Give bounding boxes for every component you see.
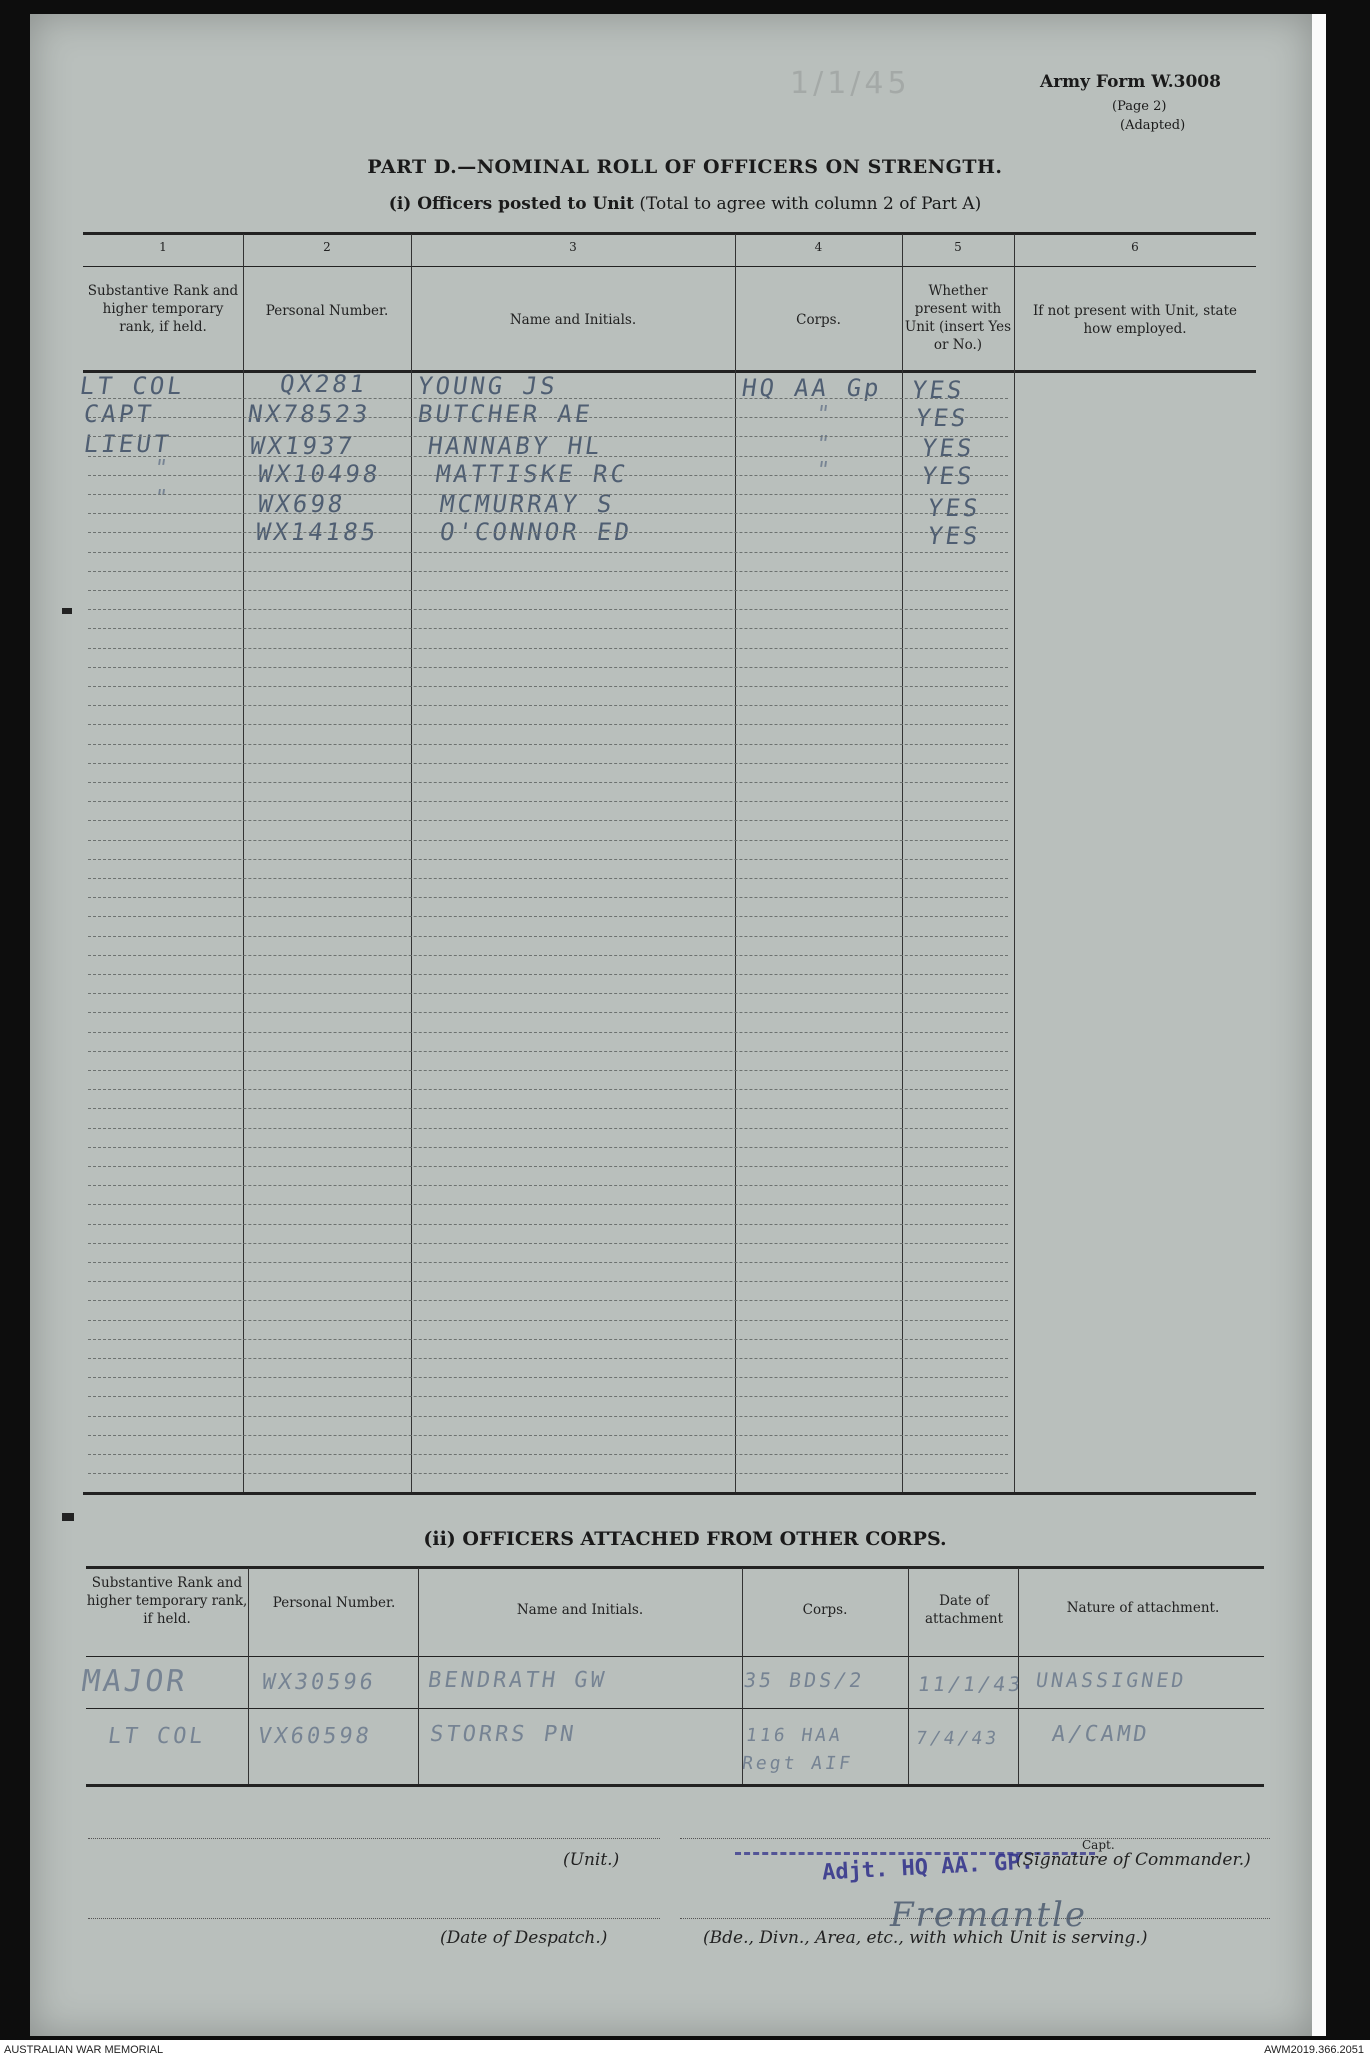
ii-row-1-corps: 35 BDS/2	[742, 1668, 867, 1692]
part-d-row-rule	[88, 1281, 1008, 1282]
part-d-subtitle	[0, 194, 1370, 214]
ii-row-1-name: BENDRATH GW	[426, 1668, 609, 1693]
ii-row-2-rank: LT COL	[106, 1724, 208, 1749]
row-2-number: NX78523	[246, 400, 373, 428]
ii-row-1-nature: UNASSIGNED	[1034, 1668, 1189, 1692]
header-personal-number: Personal Number.	[265, 303, 389, 319]
row-4-present: YES	[920, 462, 977, 490]
ii-row-1-date: 11/1/43	[916, 1672, 1025, 1696]
part-d-row-rule	[88, 609, 1008, 610]
part-d-row-rule	[88, 1416, 1008, 1417]
part-d-row-rule	[88, 724, 1008, 725]
unit-line	[88, 1838, 660, 1839]
column-number-6: 6	[1131, 240, 1139, 254]
part-d-row-rule	[88, 628, 1008, 629]
serving-label: (Bde., Divn., Area, etc., with which Unit is serving.)	[703, 1928, 1148, 1948]
part-d-row-rule	[88, 801, 1008, 802]
commander-line	[680, 1838, 1270, 1839]
row-3-present: YES	[920, 434, 977, 462]
row-2-rank: CAPT	[82, 400, 156, 428]
part-d-row-rule	[88, 1012, 1008, 1013]
part-d-row-rule	[88, 590, 1008, 591]
part-d-row-rule	[88, 1300, 1008, 1301]
row-5-rank: "	[152, 486, 173, 511]
part-d-row-rule	[88, 936, 1008, 937]
part-d-row-rule	[88, 820, 1008, 821]
row-4-name: MATTISKE RC	[434, 460, 630, 488]
part-d-row-rule	[88, 974, 1008, 975]
part-ii-column-divider	[742, 1568, 743, 1784]
part-d-row-rule	[88, 763, 1008, 764]
part-ii-row-rule	[86, 1708, 1264, 1709]
part-d-row-rule	[88, 993, 1008, 994]
subtitle-bold: (i) Officers posted to Unit	[388, 194, 634, 214]
part-d-row-rule	[88, 1358, 1008, 1359]
part-ii-column-divider	[908, 1568, 909, 1784]
part-ii-title: (ii) OFFICERS ATTACHED FROM OTHER CORPS.	[423, 1528, 947, 1550]
row-1-rank: LT COL	[78, 372, 187, 400]
part-d-row-rule	[88, 1320, 1008, 1321]
part-d-bottom-rule	[83, 1492, 1256, 1495]
row-6-number: WX14185	[254, 518, 381, 546]
part-d-row-rule	[88, 1166, 1008, 1167]
part-d-row-rule	[88, 1262, 1008, 1263]
part-d-row-rule	[88, 1377, 1008, 1378]
row-6-present: YES	[926, 522, 983, 550]
column-number-1: 1	[159, 240, 167, 254]
header-rank: Substantive Rank and higher temporary rank, if held.	[87, 283, 239, 335]
part-d-row-rule	[88, 1032, 1008, 1033]
part-d-row-rule	[88, 1185, 1008, 1186]
ii-row-2-number: VX60598	[256, 1724, 374, 1749]
part-d-column-divider	[902, 234, 903, 1492]
part-d-header-rule	[83, 370, 1256, 373]
part-d-row-rule	[88, 1435, 1008, 1436]
capt-label: Capt.	[1082, 1838, 1115, 1852]
row-5-present: YES	[926, 494, 983, 522]
part-d-row-rule	[88, 1396, 1008, 1397]
ii-header-rank: Substantive Rank and higher temporary rank, if held.	[86, 1575, 248, 1627]
ii-row-2-name: STORRS PN	[428, 1722, 578, 1747]
margin-marker	[62, 608, 72, 614]
form-adapted: (Adapted)	[1120, 118, 1186, 133]
part-d-row-rule	[88, 686, 1008, 687]
row-5-name: MCMURRAY S	[438, 490, 617, 518]
row-2-corps: "	[814, 402, 835, 427]
part-d-row-rule	[88, 398, 1008, 399]
column-number-4: 4	[814, 240, 823, 254]
part-d-column-divider	[735, 234, 736, 1492]
part-d-row-rule	[88, 1243, 1008, 1244]
part-d-row-rule	[88, 494, 1008, 495]
part-d-column-divider	[1014, 234, 1015, 1492]
part-d-row-rule	[88, 571, 1008, 572]
row-3-corps: "	[814, 432, 835, 457]
ii-header-date: Date of attachment	[924, 1593, 1004, 1627]
part-ii-column-divider	[1018, 1568, 1019, 1784]
row-2-present: YES	[914, 404, 971, 432]
pencil-mark: 1/1/45	[790, 66, 911, 101]
part-d-row-rule	[88, 1128, 1008, 1129]
part-d-row-rule	[88, 667, 1008, 668]
part-d-top-rule	[83, 232, 1256, 235]
ii-header-nature: Nature of attachment.	[1066, 1600, 1220, 1616]
row-3-name: HANNABY HL	[426, 432, 605, 460]
unit-label: (Unit.)	[563, 1850, 620, 1870]
row-1-number: QX281	[278, 370, 370, 398]
column-number-5: 5	[954, 240, 962, 254]
ii-row-1-rank: MAJOR	[79, 1664, 190, 1699]
adjutant-stamp: Adjt. HQ AA. GP.	[821, 1849, 1035, 1886]
part-d-row-rule	[88, 782, 1008, 783]
part-d-row-rule	[88, 840, 1008, 841]
row-3-rank: LIEUT	[82, 430, 174, 458]
margin-marker-2	[62, 1513, 74, 1521]
part-d-row-rule	[88, 552, 1008, 553]
part-d-row-rule	[88, 513, 1008, 514]
part-d-row-rule	[88, 436, 1008, 437]
footer-bar	[0, 2040, 1370, 2061]
part-d-row-rule	[88, 1204, 1008, 1205]
row-1-name: YOUNG JS	[416, 372, 560, 400]
ii-row-1-number: WX30596	[260, 1670, 378, 1695]
part-d-row-rule	[88, 532, 1008, 533]
row-5-number: WX698	[256, 490, 348, 518]
row-6-name: O'CONNOR ED	[438, 518, 634, 546]
row-4-rank: "	[152, 456, 173, 481]
part-d-row-rule	[88, 648, 1008, 649]
part-d-row-rule	[88, 1224, 1008, 1225]
part-d-row-rule	[88, 916, 1008, 917]
part-d-row-rule	[88, 1108, 1008, 1109]
part-d-row-rule	[88, 417, 1008, 418]
part-d-row-rule	[88, 1070, 1008, 1071]
part-d-column-divider	[243, 234, 244, 1492]
part-ii-column-divider	[418, 1568, 419, 1784]
despatch-line	[88, 1918, 660, 1919]
part-ii-header-rule	[86, 1656, 1264, 1657]
row-3-number: WX1937	[248, 432, 357, 460]
paper-edge	[1312, 14, 1326, 2036]
handwritten-signature: Fremantle	[890, 1895, 1088, 1935]
part-d-row-rule	[88, 878, 1008, 879]
header-present: Whether present with Unit (insert Yes or No.)	[904, 283, 1012, 353]
header-employed: If not present with Unit, state how employed.	[1032, 303, 1238, 337]
part-d-column-divider	[411, 234, 412, 1492]
part-d-row-rule	[88, 456, 1008, 457]
part-ii-bottom-rule	[86, 1784, 1264, 1787]
ii-row-2-date: 7/4/43	[914, 1728, 1001, 1749]
commander-label: (Signature of Commander.)	[1016, 1850, 1251, 1870]
part-ii-column-divider	[248, 1568, 249, 1784]
part-d-row-rule	[88, 859, 1008, 860]
header-corps: Corps.	[796, 312, 841, 328]
part-d-row-rule	[88, 475, 1008, 476]
row-4-corps: "	[814, 458, 835, 483]
serving-line	[680, 1918, 1270, 1919]
ii-header-personal-number: Personal Number.	[272, 1595, 396, 1611]
header-name: Name and Initials.	[509, 312, 637, 328]
part-d-row-rule	[88, 1051, 1008, 1052]
ii-row-2-corps: 116 HAA Regt AIF	[740, 1725, 855, 1774]
row-1-present: YES	[910, 376, 967, 404]
part-d-number-rule	[83, 266, 1256, 267]
part-d-row-rule	[88, 1339, 1008, 1340]
part-d-row-rule	[88, 1147, 1008, 1148]
footer-institution: AUSTRALIAN WAR MEMORIAL	[4, 2044, 164, 2056]
ii-header-corps: Corps.	[802, 1602, 848, 1618]
part-d-row-rule	[88, 897, 1008, 898]
form-page: (Page 2)	[1112, 99, 1167, 114]
despatch-label: (Date of Despatch.)	[440, 1928, 608, 1948]
footer-accession: AWM2019.366.2051	[1264, 2044, 1364, 2056]
column-number-2: 2	[323, 240, 331, 254]
part-d-row-rule	[88, 1473, 1008, 1474]
part-d-row-rule	[88, 955, 1008, 956]
part-d-row-rule	[88, 705, 1008, 706]
part-d-row-rule	[88, 1454, 1008, 1455]
column-number-3: 3	[569, 240, 577, 254]
form-number: Army Form W.3008	[1040, 72, 1221, 92]
part-d-row-rule	[88, 744, 1008, 745]
subtitle-rest: (Total to agree with column 2 of Part A)	[633, 194, 982, 214]
part-d-row-rule	[88, 1089, 1008, 1090]
ii-header-name: Name and Initials.	[516, 1602, 644, 1618]
row-2-name: BUTCHER AE	[416, 400, 595, 428]
part-d-title: PART D.—NOMINAL ROLL OF OFFICERS ON STRENGTH.	[367, 156, 1003, 178]
part-ii-top-rule	[86, 1566, 1264, 1569]
ii-row-2-nature: A/CAMD	[1050, 1722, 1152, 1747]
row-4-number: WX10498	[256, 460, 383, 488]
row-1-corps: HQ AA Gp	[740, 374, 884, 402]
